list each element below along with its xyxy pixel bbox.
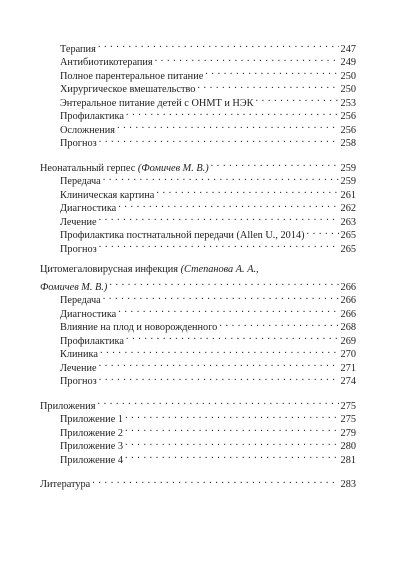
toc-section-author: (Фомичев М. В.) [137,162,209,174]
leader-dots [103,290,339,304]
toc-entry-title: Приложение 2 [60,427,123,439]
leader-dots [205,65,338,79]
toc-entry-title: Профилактика [60,111,124,122]
leader-dots [155,52,339,66]
toc-entry-page: 249 [340,57,356,68]
leader-dots [117,119,339,133]
toc-section-author: (Степанова А. А., [180,263,259,275]
toc-entry[interactable] [40,38,356,55]
toc-entry-title: Диагностика [60,308,117,320]
toc-entry-page: 266 [340,295,356,306]
toc-entry-page: 250 [340,70,356,82]
leader-dots [256,92,339,106]
toc-entry-page: 266 [340,308,356,320]
toc-entry-page: 283 [340,479,356,490]
toc-entry-title: Клиника [60,349,98,360]
leader-dots [92,474,338,488]
toc-entry-title: Антибиотикотерапия [60,57,153,68]
toc-entry-page: 269 [340,335,356,347]
toc-section-appendix[interactable] [40,395,356,412]
toc-section-cmv-line1[interactable] [40,263,356,277]
toc-entry-page: 259 [340,162,356,174]
toc-entry-page: 247 [340,43,356,55]
toc-entry-title: Приложение 4 [60,454,123,466]
leader-dots [99,211,339,225]
leader-dots [100,344,339,358]
toc-entry-page: 250 [340,84,356,95]
toc-entry-page: 270 [340,349,356,360]
leader-dots [99,371,339,385]
toc-entry-title: Влияние на плод и новорожденного [60,322,218,333]
toc-entry-title: Лечение [60,216,97,228]
leader-dots [118,303,338,317]
leader-dots [125,409,339,423]
toc-entry-page: 274 [340,376,356,387]
toc-entry-title: Прогноз [60,376,97,387]
leader-dots [126,330,339,344]
toc-entry-title: Энтеральное питание детей с ОНМТ и НЭК [60,97,254,109]
toc-section-title: Литература [40,479,91,490]
leader-dots [103,171,339,185]
toc-entry-page: 266 [340,281,356,293]
toc-entry-page: 279 [340,427,356,439]
toc-entry-page: 261 [340,189,356,201]
leader-dots [99,133,339,147]
leader-dots [125,449,339,463]
toc-entry-page: 263 [340,216,356,228]
leader-dots [219,317,338,331]
toc-entry-title: Передача [60,295,101,306]
toc-entry-title: Приложение 3 [60,441,123,452]
leader-dots [99,357,339,371]
toc-entry-title: Хирургическое вмешательство [60,84,196,95]
leader-dots [97,395,338,409]
toc-entry-page: 259 [340,176,356,187]
toc-entry-page: 253 [340,97,356,109]
leader-dots [99,238,339,252]
toc-entry-page: 258 [340,138,356,149]
leader-dots [109,276,338,290]
leader-dots [307,225,339,239]
leader-dots [98,38,339,52]
toc-entry-title: Терапия [60,43,96,55]
toc-entry-page: 256 [340,124,356,136]
toc-entry-title: Прогноз [60,138,97,149]
toc-entry-page: 265 [340,230,356,241]
toc-entry-page: 275 [340,400,356,412]
leader-dots [156,184,338,198]
leader-dots [118,198,338,212]
toc-entry-page: 262 [340,203,356,214]
toc-entry-title: Передача [60,176,101,187]
toc-section-title: Неонатальный герпес (Фомичев М. В.) [40,162,209,174]
leader-dots [125,422,339,436]
leader-dots [197,79,338,93]
toc-entry-title: Прогноз [60,243,97,255]
leader-dots [126,106,339,120]
toc-section-cmv-line2[interactable] [40,276,356,293]
toc-entry-title: Лечение [60,362,97,374]
toc-entry-title: Приложение 1 [60,414,123,425]
toc-entry-page: 268 [340,322,356,333]
table-of-contents [40,38,356,490]
toc-entry-title: Диагностика [60,203,117,214]
toc-entry-page: 265 [340,243,356,255]
toc-section-herpes[interactable] [40,157,356,174]
toc-entry-page: 280 [340,441,356,452]
toc-section-author: Фомичев М. В.) [40,281,108,293]
toc-entry-title: Клиническая картина [60,189,155,201]
toc-entry-title: Осложнения [60,124,115,136]
toc-entry-page: 281 [340,454,356,466]
toc-section-title: Приложения [40,400,96,412]
toc-entry-page: 256 [340,111,356,122]
toc-entry-page: 275 [340,414,356,425]
toc-entry-title: Профилактика [60,335,124,347]
toc-entry-page: 271 [340,362,356,374]
leader-dots [125,436,339,450]
toc-section-literature[interactable] [40,474,356,488]
toc-section-title: Цитомегаловирусная инфекция [40,263,179,275]
toc-entry-title: Профилактика постнатальной передачи (Allen U., 2014) [60,230,305,241]
leader-dots [211,157,339,171]
toc-entry-title: Полное парентеральное питание [60,70,204,82]
